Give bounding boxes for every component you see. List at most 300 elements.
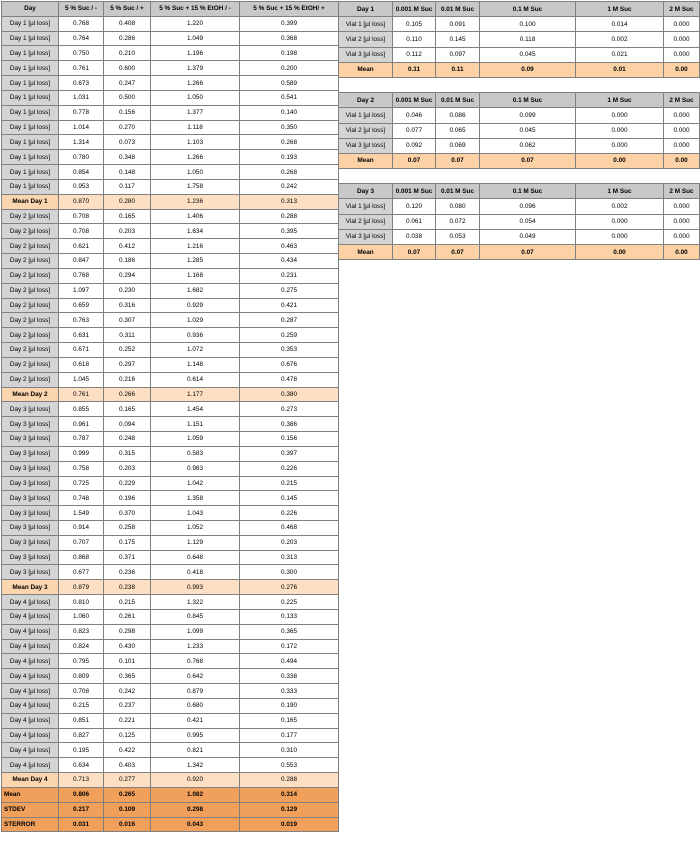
value-cell: 0.823 <box>59 624 104 639</box>
concentration-header: 0.001 M Suc <box>393 93 436 108</box>
value-cell: 0.258 <box>104 520 151 535</box>
value-cell: 0.758 <box>59 461 104 476</box>
value-cell: 1.043 <box>151 506 240 521</box>
value-cell: 0.300 <box>240 565 339 580</box>
value-cell: 0.259 <box>240 328 339 343</box>
concentration-header: 0.1 M Suc <box>480 184 576 199</box>
value-cell: 0.203 <box>104 461 151 476</box>
value-cell: 0.313 <box>240 550 339 565</box>
value-cell: 0.768 <box>151 654 240 669</box>
table-row <box>2 565 339 580</box>
value-cell: 1.029 <box>151 313 240 328</box>
row-label: Day 1 [µl loss] <box>2 120 59 135</box>
value-cell: 0.287 <box>240 313 339 328</box>
spacer-cell <box>339 77 700 92</box>
row-label: Day 4 [µl loss] <box>2 728 59 743</box>
value-cell: 0.614 <box>151 372 240 387</box>
table-row <box>2 432 339 447</box>
value-cell: 0.463 <box>240 239 339 254</box>
value-cell: 0.112 <box>393 47 436 62</box>
row-label: Day 2 [µl loss] <box>2 239 59 254</box>
table-row <box>2 61 339 76</box>
mean-day-row <box>2 580 339 595</box>
value-cell: 0.000 <box>664 47 700 62</box>
value-cell: 1.031 <box>59 90 104 105</box>
value-cell: 0.748 <box>59 491 104 506</box>
value-cell: 0.795 <box>59 654 104 669</box>
row-label: Day 3 [µl loss] <box>2 402 59 417</box>
table-row <box>2 506 339 521</box>
value-cell: 0.421 <box>240 298 339 313</box>
value-cell: 0.000 <box>664 17 700 32</box>
value-cell: 1.634 <box>151 224 240 239</box>
row-label: Day 3 [µl loss] <box>2 417 59 432</box>
value-cell: 0.298 <box>151 802 240 817</box>
value-cell: 0.870 <box>59 194 104 209</box>
value-cell: 1.129 <box>151 535 240 550</box>
value-cell: 0.065 <box>436 123 480 138</box>
value-cell: 0.713 <box>59 773 104 788</box>
value-cell: 0.879 <box>59 580 104 595</box>
value-cell: 0.673 <box>59 76 104 91</box>
value-cell: 0.092 <box>393 138 436 153</box>
value-cell: 0.315 <box>104 446 151 461</box>
value-cell: 0.348 <box>104 150 151 165</box>
value-cell: 1.059 <box>151 432 240 447</box>
table-row <box>2 713 339 728</box>
value-cell: 0.125 <box>104 728 151 743</box>
value-cell: 0.265 <box>104 787 151 802</box>
value-cell: 1.233 <box>151 639 240 654</box>
table-row <box>2 120 339 135</box>
concentration-header: 0.001 M Suc <box>393 2 436 17</box>
value-cell: 0.000 <box>664 123 700 138</box>
row-label: Vial 2 [µl loss] <box>339 32 393 47</box>
row-label: Day 3 [µl loss] <box>2 506 59 521</box>
value-cell: 0.824 <box>59 639 104 654</box>
value-cell: 0.069 <box>436 138 480 153</box>
value-cell: 0.983 <box>151 461 240 476</box>
value-cell: 0.193 <box>240 150 339 165</box>
value-cell: 0.019 <box>240 817 339 832</box>
value-cell: 0.961 <box>59 417 104 432</box>
value-cell: 0.276 <box>240 580 339 595</box>
concentration-header: 2 M Suc <box>664 184 700 199</box>
row-label: Day 2 [µl loss] <box>2 268 59 283</box>
row-label: Day 1 [µl loss] <box>2 150 59 165</box>
value-cell: 0.129 <box>240 802 339 817</box>
value-cell: 0.589 <box>240 76 339 91</box>
value-cell: 0.000 <box>576 108 664 123</box>
value-cell: 1.549 <box>59 506 104 521</box>
value-cell: 0.270 <box>104 120 151 135</box>
value-cell: 1.099 <box>151 624 240 639</box>
row-label: Day 3 [µl loss] <box>2 461 59 476</box>
table-row <box>2 283 339 298</box>
value-cell: 0.09 <box>480 62 576 77</box>
row-label: Mean Day 3 <box>2 580 59 595</box>
value-cell: 0.338 <box>240 669 339 684</box>
value-cell: 0.091 <box>436 17 480 32</box>
row-label: Mean <box>2 787 59 802</box>
table-row <box>2 520 339 535</box>
value-cell: 0.148 <box>104 165 151 180</box>
value-cell: 0.07 <box>393 153 436 168</box>
value-cell: 0.365 <box>240 624 339 639</box>
concentration-header: 1 M Suc <box>576 93 664 108</box>
table-row <box>2 609 339 624</box>
value-cell: 0.851 <box>59 713 104 728</box>
value-cell: 1.097 <box>59 283 104 298</box>
value-cell: 0.000 <box>664 199 700 214</box>
value-cell: 0.810 <box>59 595 104 610</box>
value-cell: 0.110 <box>393 32 436 47</box>
value-cell: 1.049 <box>151 31 240 46</box>
value-cell: 0.380 <box>240 387 339 402</box>
value-cell: 0.297 <box>104 357 151 372</box>
value-cell: 1.082 <box>151 787 240 802</box>
value-cell: 0.809 <box>59 669 104 684</box>
value-cell: 1.072 <box>151 343 240 358</box>
value-cell: 0.165 <box>240 713 339 728</box>
vial-row <box>339 17 700 32</box>
value-cell: 0.553 <box>240 758 339 773</box>
vial-row <box>339 214 700 229</box>
row-label: Day 4 [µl loss] <box>2 684 59 699</box>
row-label: Day 1 [µl loss] <box>2 16 59 31</box>
block-day-header: Day 3 <box>339 184 393 199</box>
row-label: Day 3 [µl loss] <box>2 535 59 550</box>
value-cell: 0.286 <box>104 31 151 46</box>
value-cell: 1.342 <box>151 758 240 773</box>
value-cell: 0.268 <box>240 165 339 180</box>
evaporation-loss-table <box>1 1 339 832</box>
value-cell: 0.073 <box>104 135 151 150</box>
row-label: Day 2 [µl loss] <box>2 224 59 239</box>
value-cell: 0.408 <box>104 16 151 31</box>
table-row <box>2 298 339 313</box>
header-col: 5 % Suc + 15 % EtOH / - <box>151 2 240 17</box>
value-cell: 0.708 <box>59 209 104 224</box>
value-cell: 0.621 <box>59 239 104 254</box>
value-cell: 0.054 <box>480 214 576 229</box>
value-cell: 1.266 <box>151 150 240 165</box>
value-cell: 1.118 <box>151 120 240 135</box>
value-cell: 0.156 <box>240 432 339 447</box>
table-row <box>2 239 339 254</box>
value-cell: 0.049 <box>480 229 576 244</box>
row-label: Vial 2 [µl loss] <box>339 214 393 229</box>
value-cell: 0.045 <box>480 123 576 138</box>
row-label: Mean Day 1 <box>2 194 59 209</box>
value-cell: 0.671 <box>59 343 104 358</box>
table-row <box>2 491 339 506</box>
value-cell: 0.002 <box>576 32 664 47</box>
value-cell: 0.307 <box>104 313 151 328</box>
table-row <box>2 595 339 610</box>
row-label: Day 2 [µl loss] <box>2 328 59 343</box>
mean-day-row <box>2 194 339 209</box>
value-cell: 0.140 <box>240 105 339 120</box>
value-cell: 0.806 <box>59 787 104 802</box>
value-cell: 0.631 <box>59 328 104 343</box>
value-cell: 0.868 <box>59 550 104 565</box>
value-cell: 0.07 <box>436 153 480 168</box>
row-label: Day 2 [µl loss] <box>2 313 59 328</box>
value-cell: 0.764 <box>59 31 104 46</box>
value-cell: 0.642 <box>151 669 240 684</box>
value-cell: 0.000 <box>576 229 664 244</box>
value-cell: 0.242 <box>240 179 339 194</box>
value-cell: 0.252 <box>104 343 151 358</box>
summary-row <box>2 787 339 802</box>
value-cell: 0.021 <box>576 47 664 62</box>
row-label: Day 4 [µl loss] <box>2 595 59 610</box>
value-cell: 0.165 <box>104 209 151 224</box>
vial-row <box>339 138 700 153</box>
value-cell: 1.358 <box>151 491 240 506</box>
value-cell: 0.215 <box>240 476 339 491</box>
table-row <box>2 743 339 758</box>
value-cell: 0.368 <box>240 31 339 46</box>
table-row <box>2 476 339 491</box>
value-cell: 0.031 <box>59 817 104 832</box>
value-cell: 0.500 <box>104 90 151 105</box>
value-cell: 0.177 <box>240 728 339 743</box>
value-cell: 0.768 <box>59 16 104 31</box>
spacer-cell <box>339 169 700 184</box>
row-label: Vial 2 [µl loss] <box>339 123 393 138</box>
value-cell: 1.148 <box>151 357 240 372</box>
block-day-header: Day 1 <box>339 2 393 17</box>
vial-row <box>339 32 700 47</box>
row-label: Vial 1 [µl loss] <box>339 108 393 123</box>
row-label: Day 1 [µl loss] <box>2 90 59 105</box>
value-cell: 0.07 <box>393 245 436 260</box>
value-cell: 0.236 <box>104 565 151 580</box>
table-row <box>2 165 339 180</box>
row-label: Day 4 [µl loss] <box>2 758 59 773</box>
value-cell: 1.103 <box>151 135 240 150</box>
value-cell: 0.422 <box>104 743 151 758</box>
value-cell: 0.045 <box>480 47 576 62</box>
row-label: Day 2 [µl loss] <box>2 298 59 313</box>
value-cell: 0.086 <box>436 108 480 123</box>
value-cell: 1.266 <box>151 76 240 91</box>
vial-row <box>339 229 700 244</box>
value-cell: 0.659 <box>59 298 104 313</box>
value-cell: 0.275 <box>240 283 339 298</box>
row-label: Day 2 [µl loss] <box>2 357 59 372</box>
row-label: Day 3 [µl loss] <box>2 491 59 506</box>
table-row <box>2 46 339 61</box>
table-row <box>2 624 339 639</box>
value-cell: 0.221 <box>104 713 151 728</box>
table-row <box>2 31 339 46</box>
value-cell: 0.145 <box>436 32 480 47</box>
value-cell: 0.145 <box>240 491 339 506</box>
value-cell: 0.583 <box>151 446 240 461</box>
value-cell: 0.371 <box>104 550 151 565</box>
row-label: Day 1 [µl loss] <box>2 76 59 91</box>
table-row <box>2 461 339 476</box>
table-row <box>2 268 339 283</box>
value-cell: 0.310 <box>240 743 339 758</box>
value-cell: 0.845 <box>151 609 240 624</box>
value-cell: 0.350 <box>240 120 339 135</box>
value-cell: 0.099 <box>480 108 576 123</box>
value-cell: 0.418 <box>151 565 240 580</box>
value-cell: 0.468 <box>240 520 339 535</box>
value-cell: 1.454 <box>151 402 240 417</box>
value-cell: 0.750 <box>59 46 104 61</box>
value-cell: 0.261 <box>104 609 151 624</box>
value-cell: 1.406 <box>151 209 240 224</box>
value-cell: 0.787 <box>59 432 104 447</box>
value-cell: 0.097 <box>436 47 480 62</box>
value-cell: 0.100 <box>480 17 576 32</box>
value-cell: 0.478 <box>240 372 339 387</box>
value-cell: 0.314 <box>240 787 339 802</box>
value-cell: 0.386 <box>240 417 339 432</box>
value-cell: 1.060 <box>59 609 104 624</box>
value-cell: 0.000 <box>664 138 700 153</box>
value-cell: 1.220 <box>151 16 240 31</box>
value-cell: 0.680 <box>151 698 240 713</box>
value-cell: 0.995 <box>151 728 240 743</box>
value-cell: 0.186 <box>104 254 151 269</box>
value-cell: 0.313 <box>240 194 339 209</box>
value-cell: 1.196 <box>151 46 240 61</box>
value-cell: 0.929 <box>151 298 240 313</box>
concentration-loss-table <box>338 1 700 260</box>
value-cell: 0.761 <box>59 61 104 76</box>
row-label: Day 3 [µl loss] <box>2 550 59 565</box>
row-label: STDEV <box>2 802 59 817</box>
value-cell: 1.050 <box>151 90 240 105</box>
table-row <box>2 343 339 358</box>
block-day-header: Day 2 <box>339 93 393 108</box>
row-label: STERROR <box>2 817 59 832</box>
mean-day-row <box>2 387 339 402</box>
row-label: Day 2 [µl loss] <box>2 254 59 269</box>
value-cell: 0.120 <box>393 199 436 214</box>
table-row <box>2 535 339 550</box>
row-label: Vial 3 [µl loss] <box>339 229 393 244</box>
value-cell: 0.763 <box>59 313 104 328</box>
table-row <box>2 417 339 432</box>
row-label: Day 2 [µl loss] <box>2 283 59 298</box>
value-cell: 0.165 <box>104 402 151 417</box>
value-cell: 0.118 <box>480 32 576 47</box>
concentration-header: 0.01 M Suc <box>436 2 480 17</box>
block-spacer <box>339 169 700 184</box>
value-cell: 0.11 <box>436 62 480 77</box>
value-cell: 0.096 <box>480 199 576 214</box>
value-cell: 0.038 <box>393 229 436 244</box>
value-cell: 0.210 <box>104 46 151 61</box>
value-cell: 1.377 <box>151 105 240 120</box>
value-cell: 0.198 <box>240 46 339 61</box>
value-cell: 0.399 <box>240 16 339 31</box>
concentration-header: 1 M Suc <box>576 184 664 199</box>
row-label: Vial 3 [µl loss] <box>339 138 393 153</box>
value-cell: 0.01 <box>576 62 664 77</box>
value-cell: 0.053 <box>436 229 480 244</box>
row-label: Mean <box>339 153 393 168</box>
value-cell: 0.226 <box>240 461 339 476</box>
value-cell: 0.000 <box>576 138 664 153</box>
value-cell: 0.215 <box>104 595 151 610</box>
row-label: Day 4 [µl loss] <box>2 698 59 713</box>
row-label: Day 4 [µl loss] <box>2 669 59 684</box>
value-cell: 0.109 <box>104 802 151 817</box>
value-cell: 1.285 <box>151 254 240 269</box>
value-cell: 1.045 <box>59 372 104 387</box>
block-header-row <box>339 93 700 108</box>
value-cell: 0.708 <box>59 684 104 699</box>
value-cell: 0.365 <box>104 669 151 684</box>
value-cell: 1.177 <box>151 387 240 402</box>
table-row <box>2 90 339 105</box>
value-cell: 0.072 <box>436 214 480 229</box>
row-label: Mean <box>339 62 393 77</box>
row-label: Vial 3 [µl loss] <box>339 47 393 62</box>
value-cell: 0.648 <box>151 550 240 565</box>
value-cell: 0.370 <box>104 506 151 521</box>
value-cell: 1.168 <box>151 268 240 283</box>
value-cell: 0.333 <box>240 684 339 699</box>
value-cell: 0.231 <box>240 268 339 283</box>
row-label: Day 3 [µl loss] <box>2 520 59 535</box>
value-cell: 0.993 <box>151 580 240 595</box>
value-cell: 0.172 <box>240 639 339 654</box>
value-cell: 0.00 <box>664 245 700 260</box>
left-header-row <box>2 2 339 17</box>
mean-day-row <box>2 773 339 788</box>
value-cell: 0.238 <box>104 580 151 595</box>
row-label: Day 1 [µl loss] <box>2 105 59 120</box>
row-label: Day 4 [µl loss] <box>2 743 59 758</box>
row-label: Vial 1 [µl loss] <box>339 199 393 214</box>
table-row <box>2 224 339 239</box>
concentration-header: 0.1 M Suc <box>480 2 576 17</box>
value-cell: 0.175 <box>104 535 151 550</box>
value-cell: 1.014 <box>59 120 104 135</box>
value-cell: 0.195 <box>59 743 104 758</box>
row-label: Mean Day 2 <box>2 387 59 402</box>
value-cell: 0.07 <box>436 245 480 260</box>
value-cell: 0.395 <box>240 224 339 239</box>
row-label: Day 3 [µl loss] <box>2 446 59 461</box>
value-cell: 0.821 <box>151 743 240 758</box>
vial-row <box>339 108 700 123</box>
value-cell: 0.248 <box>104 432 151 447</box>
value-cell: 0.07 <box>480 245 576 260</box>
header-col: 5 % Suc + 15 % EtOH/ + <box>240 2 339 17</box>
row-label: Day 1 [µl loss] <box>2 165 59 180</box>
row-label: Day 4 [µl loss] <box>2 639 59 654</box>
value-cell: 0.000 <box>576 214 664 229</box>
value-cell: 0.062 <box>480 138 576 153</box>
value-cell: 0.778 <box>59 105 104 120</box>
table-row <box>2 639 339 654</box>
value-cell: 0.190 <box>240 698 339 713</box>
value-cell: 0.847 <box>59 254 104 269</box>
value-cell: 0.430 <box>104 639 151 654</box>
table-row <box>2 357 339 372</box>
row-label: Day 2 [µl loss] <box>2 372 59 387</box>
